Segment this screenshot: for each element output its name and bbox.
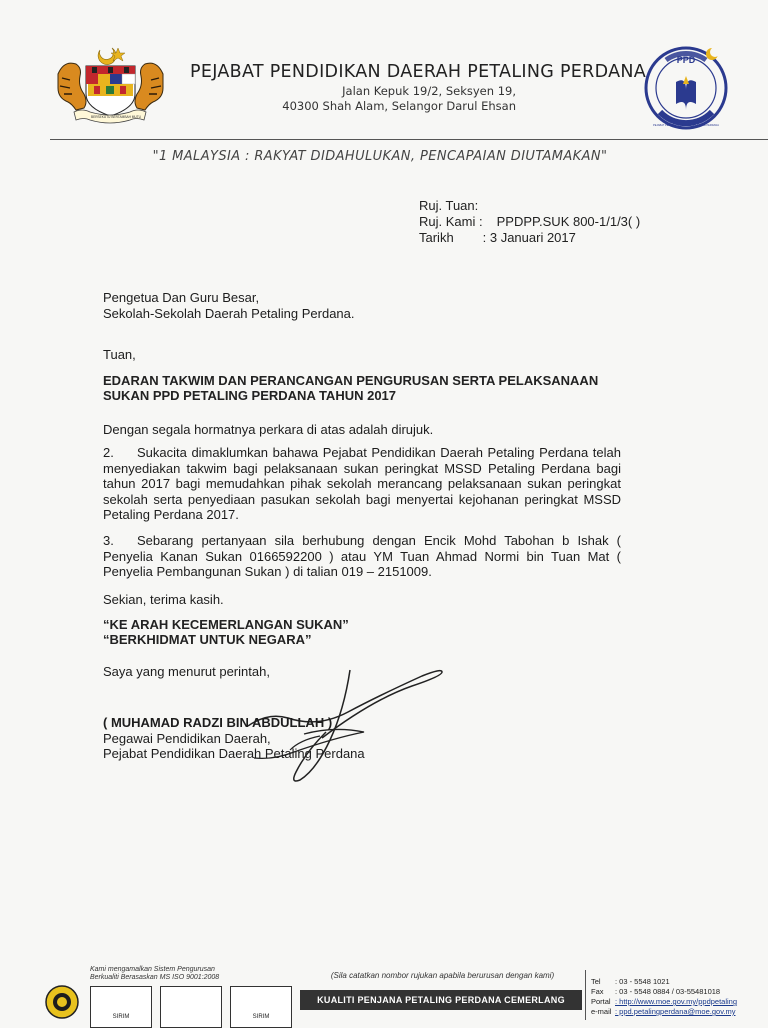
contact-fax	[591, 987, 720, 996]
quality-seal-icon	[44, 984, 80, 1020]
signature	[200, 630, 480, 790]
paragraph-number: 3.	[103, 533, 114, 548]
iso-line-2: Berkualiti Berasaskan MS ISO 9001:2008	[90, 974, 220, 981]
paragraph-number: 2.	[103, 445, 114, 460]
header-divider	[50, 139, 768, 140]
iso-statement	[90, 966, 219, 982]
subject	[103, 373, 598, 403]
signoff: Saya yang menurut perintah,	[103, 664, 270, 679]
coat-of-arms-logo	[48, 44, 173, 130]
slogan-line-2: “BERKHIDMAT UNTUK NEGARA”	[103, 632, 312, 647]
paragraph-text: Sebarang pertanyaan sila berhubung dengan Encik Mohd Tabohan b Ishak ( Penyelia Kanan Sukan 0166592200 ) atau YM Tuan Ahmad Normi bin Tuan Mat ( Penyelia Pembangunan Sukan ) di talian 019 – 2151009.	[103, 533, 621, 579]
ruj-tuan-label: Ruj. Tuan:	[419, 198, 479, 213]
ruj-kami-value: PPDPP.SUK 800-1/1/3( )	[496, 214, 641, 229]
contact-email	[591, 1007, 735, 1016]
contact-label: e-mail	[591, 1007, 612, 1016]
signatory-title: Pegawai Pendidikan Daerah,	[103, 731, 271, 746]
recipient-line-1: Pengetua Dan Guru Besar,	[103, 290, 260, 305]
contact-portal	[591, 997, 737, 1006]
opening-sentence: Dengan segala hormatnya perkara di atas adalah dirujuk.	[103, 422, 434, 437]
cert-badge	[90, 986, 152, 1028]
cert-label: SIRIM	[112, 1014, 130, 1020]
contact-label: Fax	[591, 987, 604, 996]
contact-value: : 03 - 5548 1021	[615, 977, 670, 986]
tarikh-value: : 3 Januari 2017	[482, 230, 576, 245]
paragraph-2	[103, 445, 621, 523]
cert-badge	[160, 986, 222, 1028]
signatory-name: ( MUHAMAD RADZI BIN ABDULLAH )	[103, 715, 333, 730]
crest-motto-text: BERSEKUTU BERTAMBAH MUTU	[90, 115, 141, 119]
subject-line-1: EDARAN TAKWIM DAN PERANCANGAN PENGURUSAN SERTA PELAKSANAAN	[103, 373, 599, 388]
recipient-line-2: Sekolah-Sekolah Daerah Petaling Perdana.	[103, 306, 355, 321]
cert-badge	[230, 986, 292, 1028]
quality-banner: KUALITI PENJANA PETALING PERDANA CEMERLANG	[300, 990, 582, 1010]
ppd-logo-ring-text: PEJABAT PENDIDIKAN DAERAH PETALING PERDANA	[652, 124, 719, 127]
closing: Sekian, terima kasih.	[103, 592, 224, 607]
reference-note: (Sila catatkan nombor rujukan apabila berurusan dengan kami)	[330, 971, 555, 980]
address-line-2: 40300 Shah Alam, Selangor Darul Ehsan	[282, 99, 516, 113]
ruj-tuan	[419, 198, 478, 213]
contact-tel	[591, 977, 670, 986]
tarikh	[419, 230, 576, 245]
office-name: PEJABAT PENDIDIKAN DAERAH PETALING PERDANA	[190, 62, 647, 82]
address-line-1: Jalan Kepuk 19/2, Seksyen 19,	[342, 84, 516, 98]
tarikh-label: Tarikh	[419, 230, 454, 245]
contact-label: Tel	[591, 977, 601, 986]
contact-value: : 03 - 5548 0884 / 03-55481018	[615, 987, 721, 996]
paragraph-text: Sukacita dimaklumkan bahawa Pejabat Pendidikan Daerah Petaling Perdana telah menyediakan takwim bagi pelaksanaan sukan peringkat MSSD Petaling Perdana bagi tahun 2017 bagi memudahkan pihak sekolah merancang pelaksanaan sukan peringkat sekolah serta penyediaan pasukan sekolah bagi menyertai kejohanan peringkat MSSD Petaling Perdana 2017.	[103, 445, 621, 522]
email-link[interactable]: : ppd.petalingperdana@moe.gov.my	[615, 1007, 736, 1016]
ppd-logo-text: PPD	[676, 55, 696, 65]
ruj-kami	[419, 214, 640, 229]
national-motto: "1 MALAYSIA : RAKYAT DIDAHULUKAN, PENCAPAIAN DIUTAMAKAN"	[152, 149, 608, 164]
contact-label: Portal	[591, 997, 611, 1006]
portal-link[interactable]: : http://www.moe.gov.my/ppdpetaling	[615, 997, 738, 1006]
ruj-kami-label: Ruj. Kami :	[419, 214, 483, 229]
cert-label: SIRIM	[252, 1014, 270, 1020]
footer-divider	[585, 970, 586, 1020]
office-address	[190, 84, 516, 114]
ppd-logo	[638, 40, 734, 136]
salutation: Tuan,	[103, 347, 136, 362]
signatory-office: Pejabat Pendidikan Daerah Petaling Perdana	[103, 746, 365, 761]
paragraph-3	[103, 533, 621, 580]
slogan-line-1: “KE ARAH KECEMERLANGAN SUKAN”	[103, 617, 349, 632]
iso-line-1: Kami mengamalkan Sistem Pengurusan	[90, 966, 215, 973]
subject-line-2: SUKAN PPD PETALING PERDANA TAHUN 2017	[103, 388, 397, 403]
